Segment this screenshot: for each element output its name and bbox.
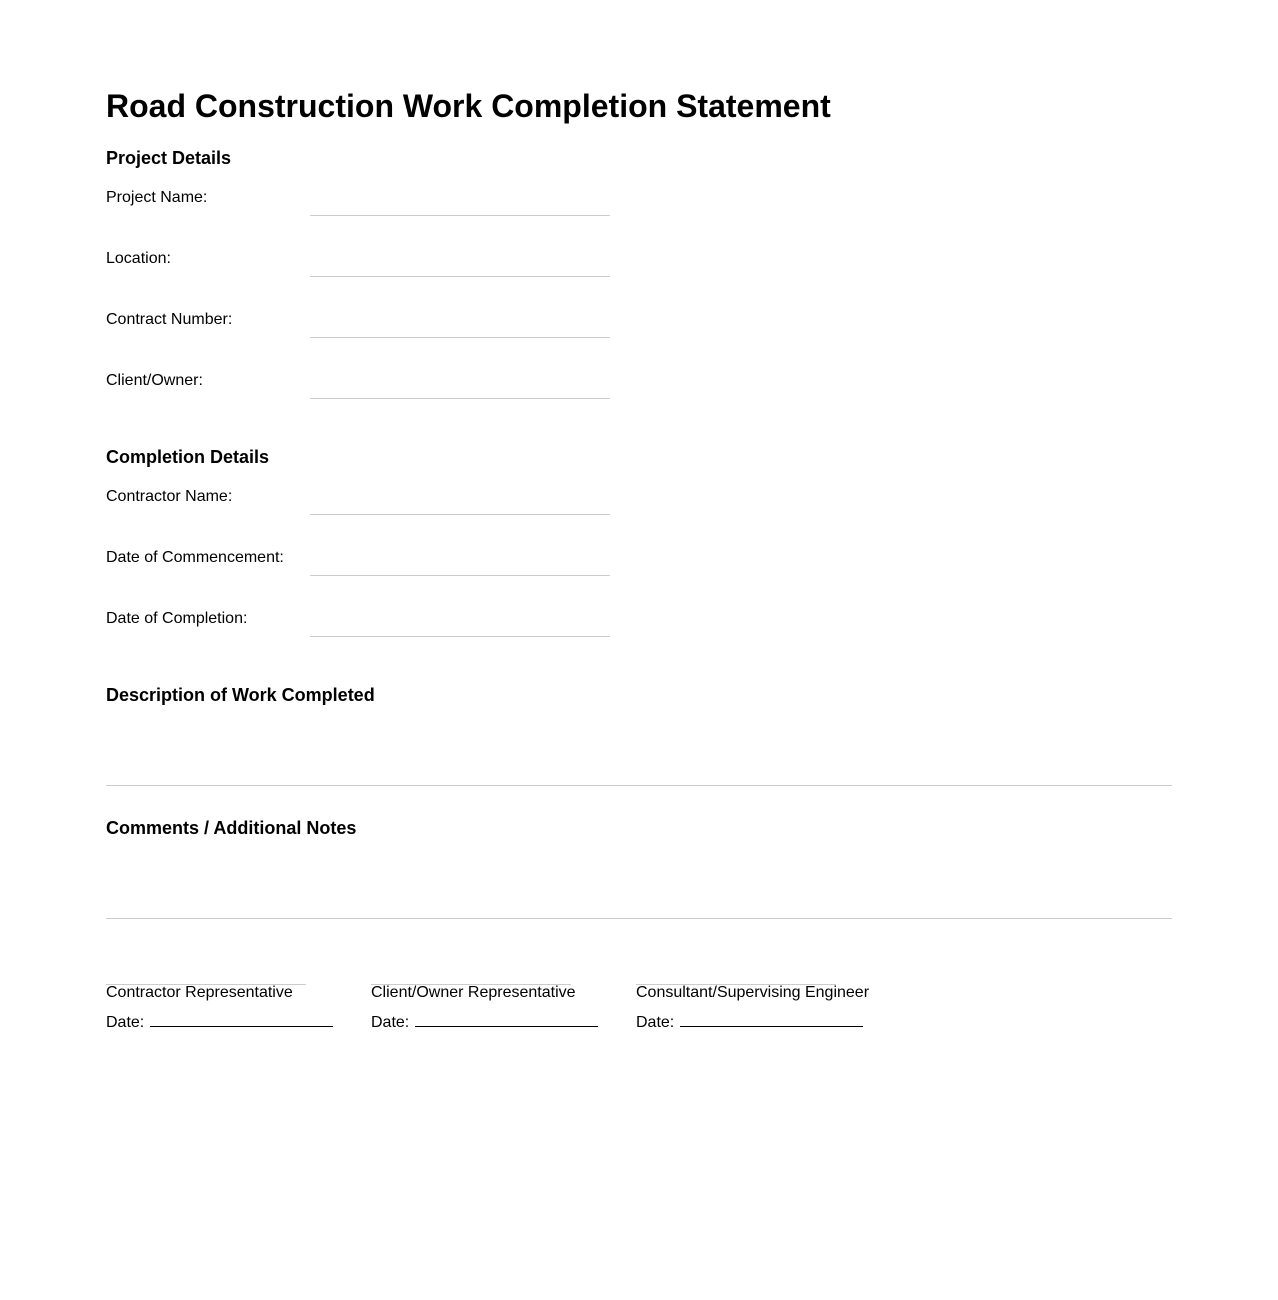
comments-field[interactable]	[106, 918, 1172, 919]
contractor-date	[106, 1012, 333, 1032]
commencement-date-field[interactable]	[310, 575, 610, 576]
client-signature-label: Client/Owner Representative	[371, 984, 576, 1001]
description-field[interactable]	[106, 785, 1172, 786]
location-label: Location:	[106, 250, 171, 267]
completion-date-label: Date of Completion:	[106, 610, 248, 627]
contract-number-field[interactable]	[310, 337, 610, 338]
client-date-field[interactable]	[415, 1012, 598, 1027]
completion-date-field[interactable]	[310, 636, 610, 637]
contractor-signature-label: Contractor Representative	[106, 984, 293, 1001]
client-owner-label: Client/Owner:	[106, 372, 203, 389]
location-field[interactable]	[310, 276, 610, 277]
page-title: Road Construction Work Completion Statement	[106, 88, 831, 124]
project-name-field[interactable]	[310, 215, 610, 216]
section-heading-comments: Comments / Additional Notes	[106, 818, 357, 838]
section-heading-completion-details: Completion Details	[106, 447, 270, 467]
date-label: Date:	[106, 1014, 145, 1031]
project-name-label: Project Name:	[106, 189, 208, 206]
client-owner-field[interactable]	[310, 398, 610, 399]
section-heading-project-details: Project Details	[106, 148, 232, 168]
consultant-signature-label: Consultant/Supervising Engineer	[636, 984, 870, 1001]
date-label: Date:	[371, 1014, 410, 1031]
client-date	[371, 1012, 598, 1032]
contractor-name-label: Contractor Name:	[106, 488, 233, 505]
contractor-name-field[interactable]	[310, 514, 610, 515]
section-heading-description: Description of Work Completed	[106, 685, 375, 705]
consultant-date	[636, 1012, 863, 1032]
date-label: Date:	[636, 1014, 675, 1031]
commencement-date-label: Date of Commencement:	[106, 549, 284, 566]
contractor-date-field[interactable]	[150, 1012, 333, 1027]
consultant-date-field[interactable]	[680, 1012, 863, 1027]
contract-number-label: Contract Number:	[106, 311, 233, 328]
